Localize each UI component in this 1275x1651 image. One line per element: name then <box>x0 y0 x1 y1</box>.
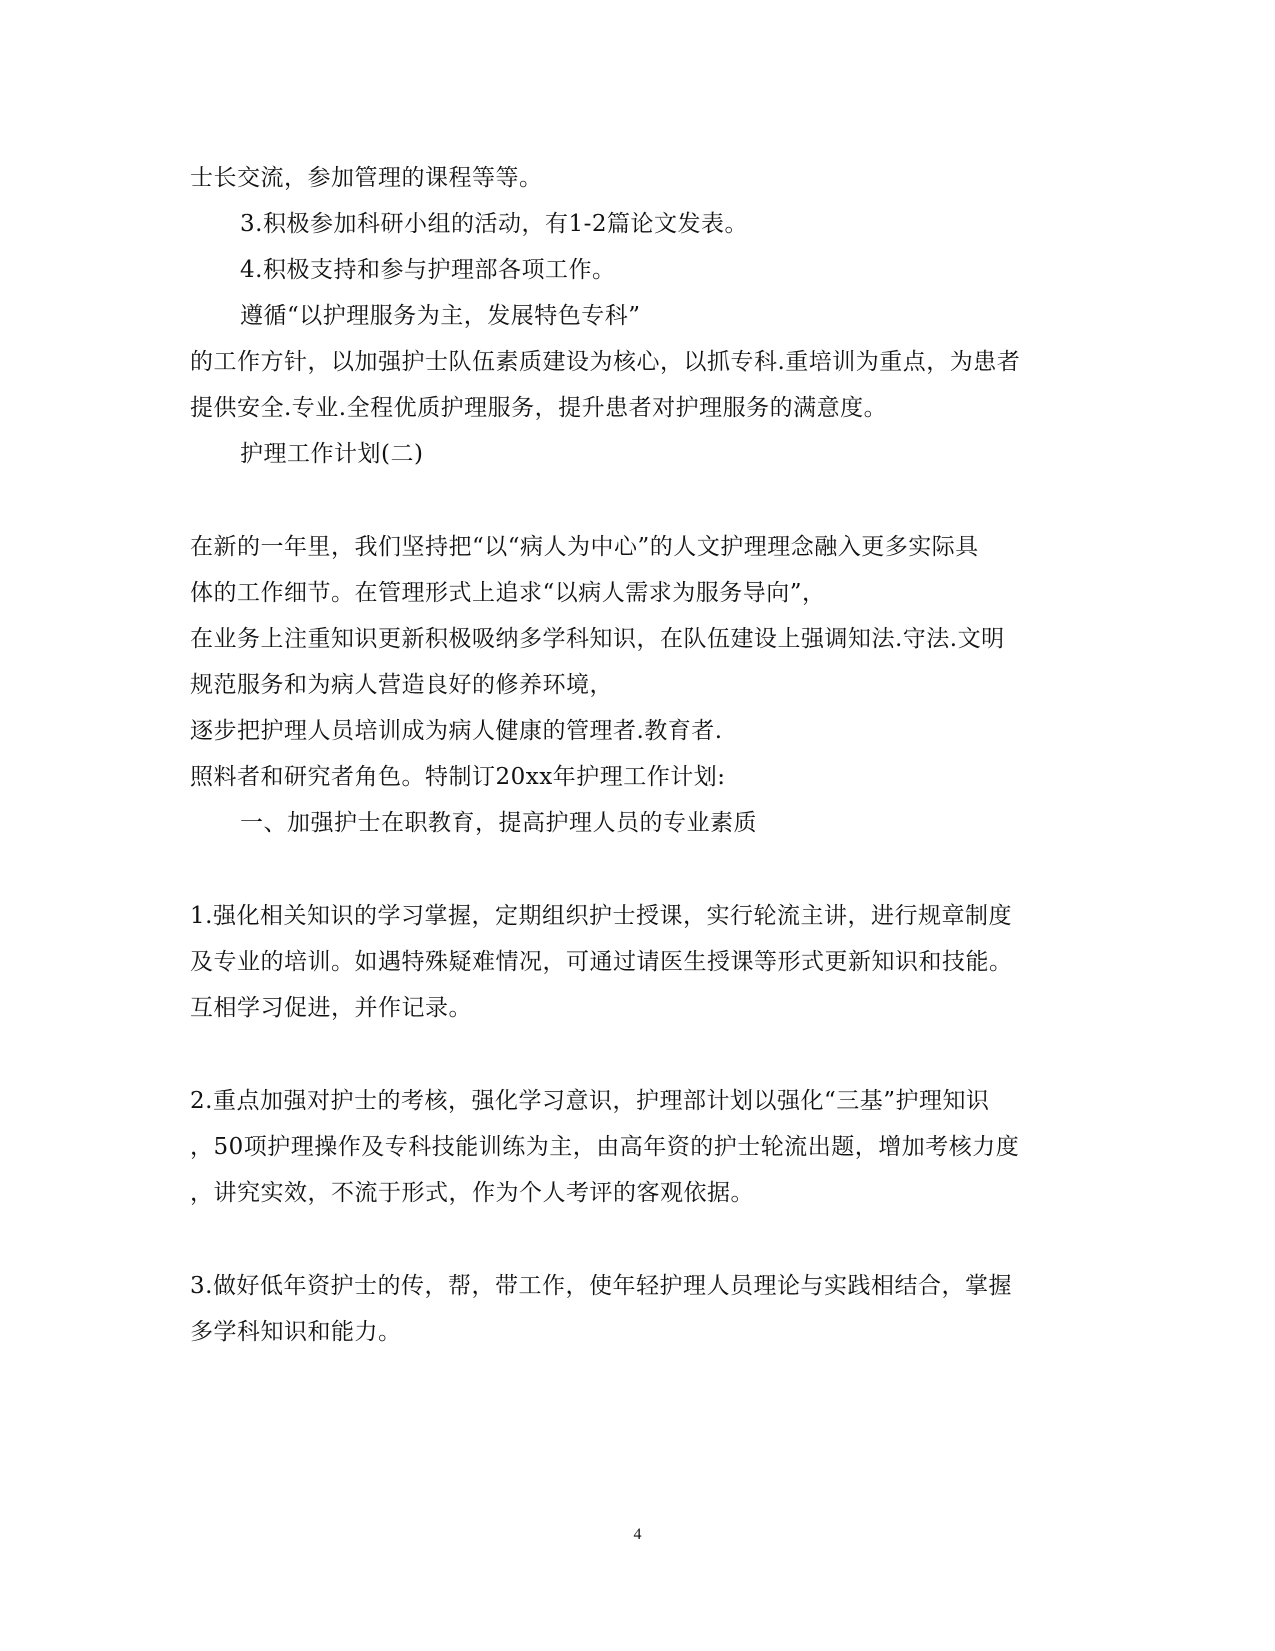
text-line: 4.积极支持和参与护理部各项工作。 <box>240 257 616 283</box>
text-line: 多学科知识和能力。 <box>190 1319 402 1345</box>
text-line: 的工作方针，以加强护士队伍素质建设为核心，以抓专科.重培训为重点，为患者 <box>190 349 1021 375</box>
text-line: 在新的一年里，我们坚持把“以“病人为中心”的人文护理理念融入更多实际具 <box>190 534 979 560</box>
text-line: 遵循“以护理服务为主，发展特色专科” <box>240 303 641 329</box>
text-line: 在业务上注重知识更新积极吸纳多学科知识，在队伍建设上强调知法.守法.文明 <box>190 626 1005 652</box>
text-line: ，50项护理操作及专科技能训练为主，由高年资的护士轮流出题，增加考核力度 <box>190 1134 1020 1160</box>
text-line: 体的工作细节。在管理形式上追求“以病人需求为服务导向”， <box>190 580 826 606</box>
text-line: 逐步把护理人员培训成为病人健康的管理者.教育者. <box>190 718 723 744</box>
text-line: 3.做好低年资护士的传，帮，带工作，使年轻护理人员理论与实践相结合，掌握 <box>190 1273 1012 1299</box>
text-line: 及专业的培训。如遇特殊疑难情况，可通过请医生授课等形式更新知识和技能。 <box>190 949 1013 975</box>
text-line: 照料者和研究者角色。特制订20xx年护理工作计划: <box>190 764 726 790</box>
text-line: 1.强化相关知识的学习掌握，定期组织护士授课，实行轮流主讲，进行规章制度 <box>190 903 1012 929</box>
section-heading: 一、加强护士在职教育，提高护理人员的专业素质 <box>240 810 757 836</box>
section-heading: 护理工作计划(二) <box>240 441 424 467</box>
text-line: ，讲究实效，不流于形式，作为个人考评的客观依据。 <box>190 1180 754 1206</box>
page-number: 4 <box>633 1526 642 1543</box>
text-line: 2.重点加强对护士的考核，强化学习意识，护理部计划以强化“三基”护理知识 <box>190 1088 990 1114</box>
text-line: 士长交流，参加管理的课程等等。 <box>190 165 543 191</box>
text-line: 互相学习促进，并作记录。 <box>190 995 472 1021</box>
text-line: 规范服务和为病人营造良好的修养环境， <box>190 672 613 698</box>
text-line: 3.积极参加科研小组的活动，有1-2篇论文发表。 <box>240 211 748 237</box>
text-line: 提供安全.专业.全程优质护理服务，提升患者对护理服务的满意度。 <box>190 395 888 421</box>
